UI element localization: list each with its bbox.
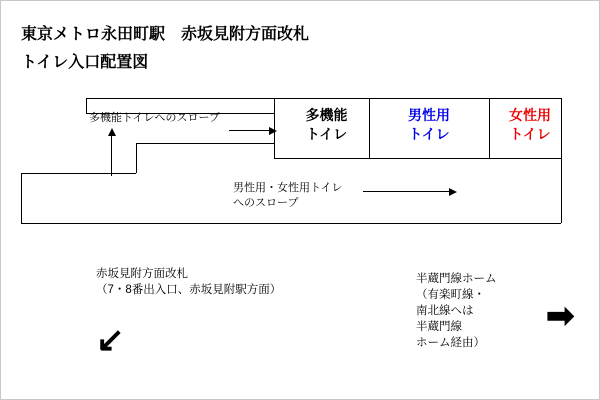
caption-platform	[416, 271, 497, 351]
caption-gate	[96, 266, 281, 298]
room-label-womens	[499, 106, 561, 144]
caption-gate-line2: （7・8番出入口、赤坂見附駅方面）	[96, 284, 282, 296]
note-slope-multipurpose: 多機能トイレへのスロープ	[89, 112, 220, 124]
wall-toilet-bottom	[274, 158, 561, 159]
page-title-line2: トイレ入口配置図	[21, 54, 149, 71]
room-label-mens-line2: トイレ	[408, 126, 450, 142]
wall-divider-2	[489, 98, 490, 158]
wall-concourse-right	[561, 158, 562, 223]
arrow-slope-mens-womens-line	[363, 191, 451, 192]
arrow-slope-mens-womens-head	[449, 188, 457, 196]
wall-concourse-ledge	[136, 143, 274, 144]
caption-platform-line3: 南北線へは	[416, 305, 474, 317]
note-slope-mens-womens	[233, 181, 342, 211]
wall-concourse-left	[21, 173, 22, 223]
caption-gate-line1: 赤坂見附方面改札	[96, 268, 188, 280]
caption-platform-line2: （有楽町線・	[416, 289, 485, 301]
note-slope-mens-womens-line1: 男性用・女性用トイレ	[233, 182, 343, 194]
arrow-to-platform-icon: ➡	[546, 297, 575, 335]
room-label-mens	[379, 106, 479, 144]
room-label-mens-line1: 男性用	[408, 107, 450, 123]
room-label-multipurpose-line1: 多機能	[305, 107, 348, 123]
caption-platform-line4: 半蔵門線	[416, 321, 462, 333]
note-slope-mens-womens-line2: へのスロープ	[233, 197, 299, 209]
wall-concourse-step	[136, 143, 137, 173]
room-label-multipurpose	[284, 106, 369, 144]
wall-concourse-top	[21, 173, 136, 174]
room-label-womens-line1: 女性用	[509, 107, 551, 123]
wall-divider-1	[369, 98, 370, 158]
arrow-to-gate-icon: ↙	[96, 321, 125, 359]
room-label-womens-line2: トイレ	[509, 126, 551, 142]
room-label-multipurpose-line2: トイレ	[305, 126, 348, 142]
wall-slope-left	[86, 98, 87, 113]
page-title-line1: 東京メトロ永田町駅 赤坂見附方面改札	[21, 26, 310, 43]
arrow-up-head	[108, 128, 116, 136]
wall-concourse-bottom	[21, 223, 561, 224]
wall-right-end	[561, 98, 562, 158]
caption-platform-line1: 半蔵門線ホーム	[416, 273, 497, 285]
arrow-slope-multipurpose-head	[269, 127, 277, 135]
arrow-slope-multipurpose-line	[229, 130, 271, 131]
arrow-up-line	[111, 134, 112, 176]
caption-platform-line5: ホーム経由）	[416, 337, 485, 349]
